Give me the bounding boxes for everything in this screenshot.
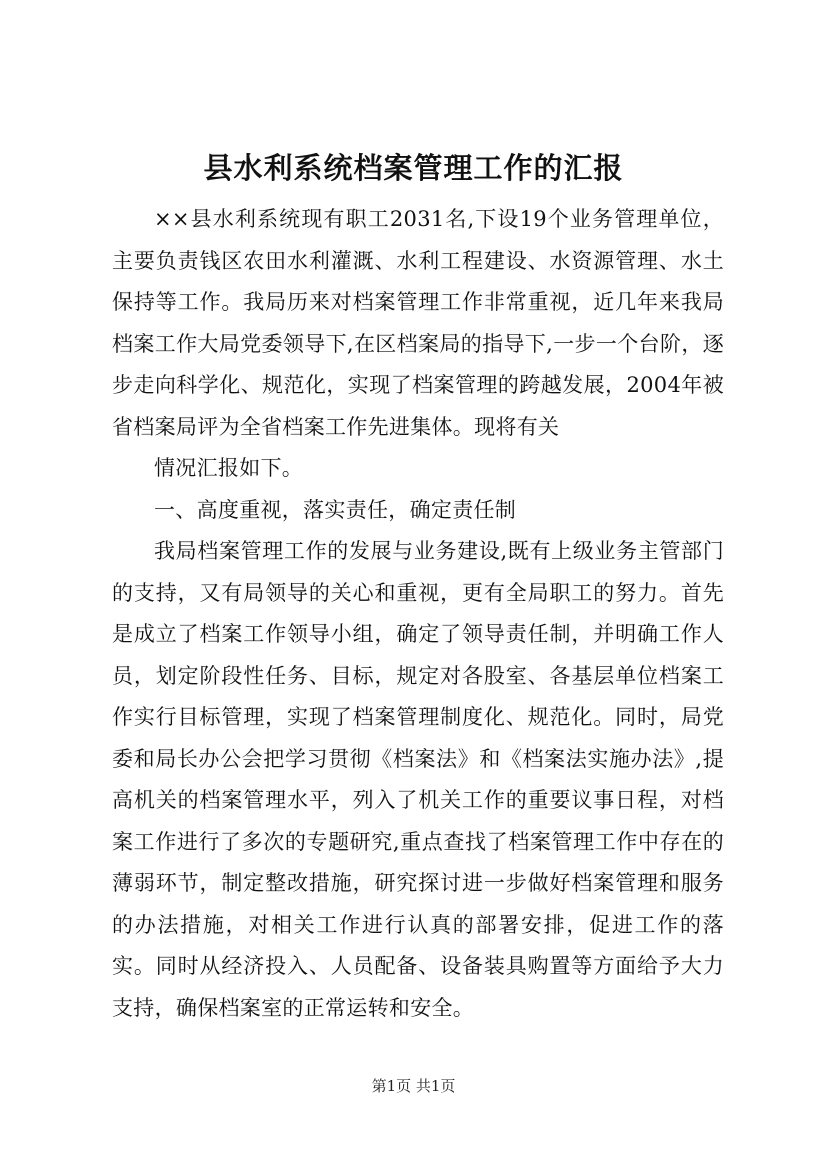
page-footer: 第1页 共1页: [371, 1077, 456, 1095]
document-title: 县水利系统档案管理工作的汇报: [203, 151, 624, 185]
section-heading-1: 一、高度重视，落实责任，确定责任制: [154, 497, 517, 522]
paragraph-intro-continued: 情况汇报如下。: [154, 456, 304, 480]
document-body: [112, 199, 724, 1029]
paragraph-intro: ××县水利系统现有职工2031名,下设19个业务管理单位，主要负责钱区农田水利灌溉、水利工程建设、水资源管理、水土保持等工作。我局历来对档案管理工作非常重视，近几年来我局档案工作大局党委领导下,在区档案局的指导下,一步一个台阶，逐步走向科学化、规范化，实现了档案管理的跨越发展，2004年被省档案局评为全省档案工作先进集体。现将有关: [112, 207, 724, 439]
paragraph-section-1: 我局档案管理工作的发展与业务建设,既有上级业务主管部门的支持，又有局领导的关心和重视，更有全局职工的努力。首先是成立了档案工作领导小组，确定了领导责任制，并明确工作人员，划定阶段性任务、目标，规定对各股室、各基层单位档案工作实行目标管理，实现了档案管理制度化、规范化。同时，局党委和局长办公会把学习贯彻《档案法》和《档案法实施办法》,提高机关的档案管理水平，列入了机关工作的重要议事日程，对档案工作进行了多次的专题研究,重点查找了档案管理工作中存在的薄弱环节，制定整改措施，研究探讨进一步做好档案管理和服务的办法措施，对相关工作进行认真的部署安排，促进工作的落实。同时从经济投入、人员配备、设备装具购置等方面给予大力支持，确保档案室的正常运转和安全。: [112, 539, 724, 1020]
